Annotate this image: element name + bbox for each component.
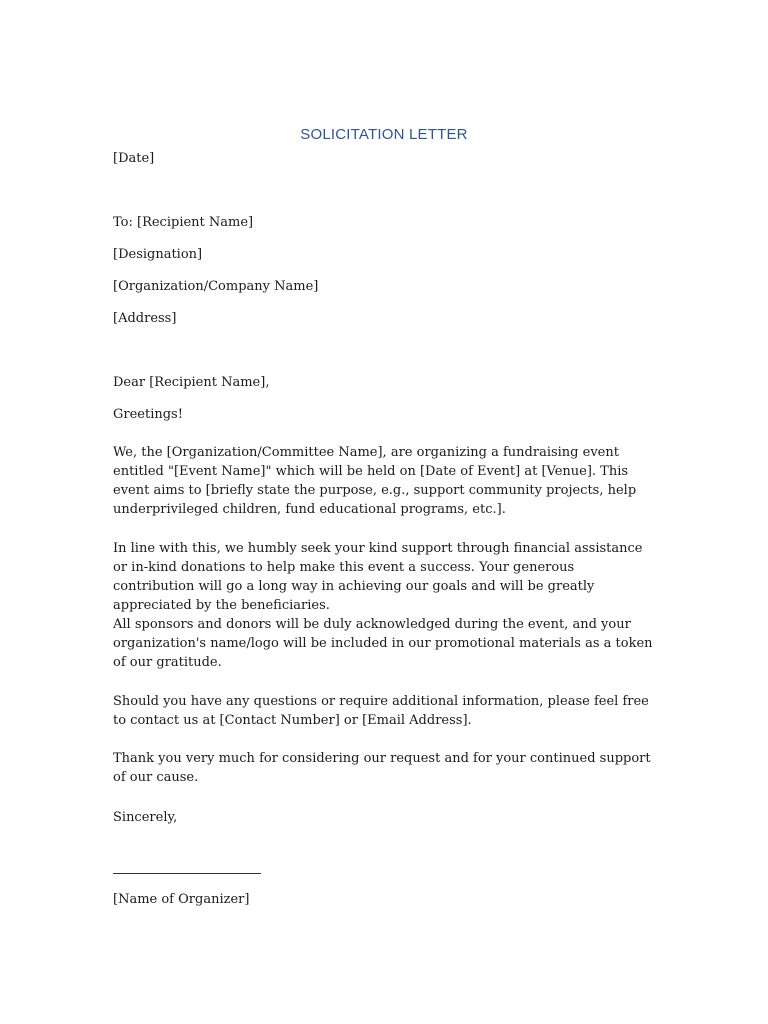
body-paragraph-contact: Should you have any questions or require additional information, please feel free to contact us at [Contact Number] or [Email Address]. [113,694,649,728]
recipient-designation: [Designation] [113,247,203,262]
body-paragraph-event: We, the [Organization/Committee Name], are organizing a fundraising event entitled "[Event Name]" which will be held on [Date of Event] at [Venue]. This event aims to [briefly state the purpose, e.g., support community projects, help underprivileged children, fund educational programs, etc.]. [113,445,637,517]
greeting: Greetings! [113,407,183,422]
date-line: [Date] [113,151,155,166]
signature-line [113,873,261,874]
recipient-address: [Address] [113,311,177,326]
recipient-organization: [Organization/Company Name] [113,279,319,294]
body-paragraph-request: In line with this, we humbly seek your kind support through financial assistance or in-kind donations to help make this event a success. Your generous contribution will go a long way in achieving our goals and will be greatly appreciated by the beneficiaries. [113,541,643,613]
salutation: Dear [Recipient Name], [113,375,270,390]
closing: Sincerely, [113,810,178,825]
body-paragraph-thanks: Thank you very much for considering our request and for your continued support of our cause. [113,751,651,785]
signature-name: [Name of Organizer] [113,892,250,907]
document-title: SOLICITATION LETTER [300,126,468,143]
body-paragraph-acknowledgement: All sponsors and donors will be duly acknowledged during the event, and your organization's name/logo will be included in our promotional materials as a token of our gratitude. [113,617,653,670]
recipient-name: To: [Recipient Name] [113,215,254,230]
